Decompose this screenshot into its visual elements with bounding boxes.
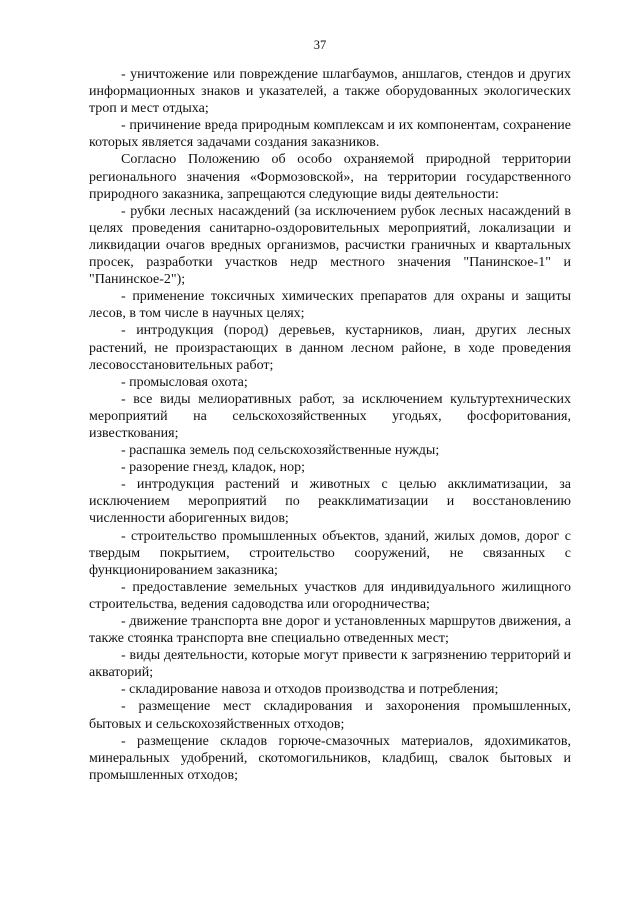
- paragraph-logging: - рубки лесных насаждений (за исключением рубок лесных насаждений в целях проведения санитарно-оздоровительных мероприятий, локализации и ликвидации очагов вредных организмов, расчистки граничных и квартальных просек, разработки участков недр местного значения "Панинское-1" и "Панинское-2");: [89, 203, 571, 288]
- paragraph-manure-storage: - складирование навоза и отходов производства и потребления;: [121, 682, 499, 698]
- paragraph-barrier-damage: - уничтожение или повреждение шлагбаумов, аншлагов, стендов и других информационных знаков и указателей, а также оборудованных экологических троп и мест отдыха;: [89, 67, 571, 117]
- paragraph-pollution: - виды деятельности, которые могут привести к загрязнению территорий и акваторий;: [89, 648, 571, 681]
- paragraph-regulation-intro: Согласно Положению об особо охраняемой природной территории регионального значения «Формозовской», на территории государственного природного заказника, запрещаются следующие виды деятельности:: [89, 152, 571, 202]
- paragraph-acclimatization: - интродукция растений и животных с целью акклиматизации, за исключением мероприятий по реакклиматизации и восстановлению численности аборигенных видов;: [89, 477, 571, 527]
- paragraph-waste-disposal: - размещение мест складирования и захоронения промышленных, бытовых и сельскохозяйственных отходов;: [89, 699, 571, 732]
- paragraph-transport: - движение транспорта вне дорог и установленных маршрутов движения, а также стоянка транспорта вне специально отведенных мест;: [89, 614, 571, 647]
- document-body: [89, 66, 571, 784]
- paragraph-plowing: - распашка земель под сельскохозяйственные нужды;: [121, 443, 440, 459]
- paragraph-commercial-hunting: - промысловая охота;: [121, 374, 248, 390]
- page-number: 37: [313, 38, 327, 52]
- paragraph-tree-introduction: - интродукция (пород) деревьев, кустарников, лиан, других лесных растений, не произрастающих в данном лесном районе, в ходе проведения лесовосстановительных работ;: [89, 323, 571, 373]
- paragraph-land-allocation: - предоставление земельных участков для индивидуального жилищного строительства, ведения садоводства или огородничества;: [89, 579, 571, 612]
- paragraph-construction: - строительство промышленных объектов, зданий, жилых домов, дорог с твердым покрытием, строительство сооружений, не связанных с функционированием заказника;: [89, 528, 571, 578]
- paragraph-fuel-storage: - размещение складов горюче-смазочных материалов, ядохимикатов, минеральных удобрений, скотомогильников, кладбищ, свалок бытовых и промышленных отходов;: [89, 733, 571, 783]
- paragraph-melioration: - все виды мелиоративных работ, за исключением культуртехнических мероприятий на сельскохозяйственных угодьях, фосфоритования, известкования;: [89, 391, 571, 441]
- paragraph-natural-harm: - причинение вреда природным комплексам и их компонентам, сохранение которых является задачами создания заказников.: [89, 118, 571, 151]
- paragraph-toxic-chemicals: - применение токсичных химических препаратов для охраны и защиты лесов, в том числе в научных целях;: [89, 289, 571, 322]
- paragraph-nest-destruction: - разорение гнезд, кладок, нор;: [121, 460, 306, 476]
